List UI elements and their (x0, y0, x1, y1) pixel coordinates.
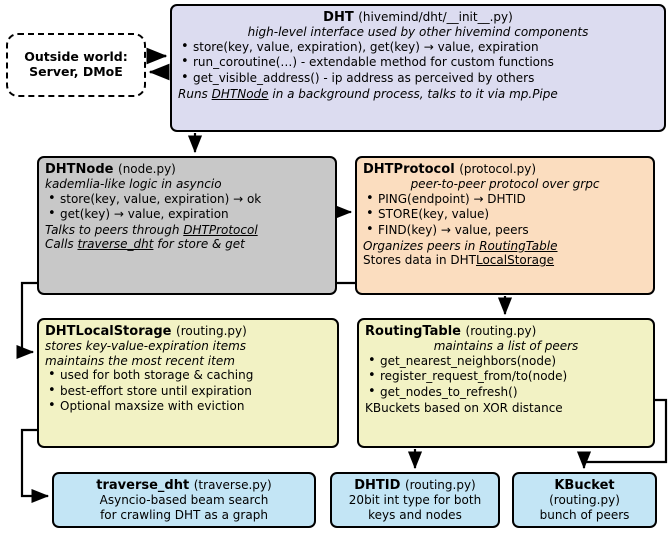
dhtprotocol-footer2-link[interactable]: LocalStorage (475, 252, 555, 267)
dhtlocalstorage-bullet-0: • used for both storage & caching (45, 368, 331, 384)
node-dhtprotocol[interactable] (355, 156, 655, 295)
dht-file: (hivemind/dht/__init__.py) (358, 10, 513, 24)
dhtnode-title: DHTNode (45, 162, 114, 177)
node-kbucket[interactable] (512, 472, 657, 528)
dht-footer-pre: Runs (178, 86, 212, 101)
dhtlocalstorage-bullet-1: • best-effort store until expiration (45, 384, 331, 400)
routingtable-footer: KBuckets based on XOR distance (365, 400, 563, 415)
dhtnode-title-row (45, 162, 329, 177)
dhtprotocol-footer-2 (363, 253, 647, 268)
dht-footer (178, 87, 658, 101)
dhtnode-file: (node.py) (118, 162, 176, 176)
dhtprotocol-bullet-1: • STORE(key, value) (363, 207, 647, 223)
dhtprotocol-subtitle: peer-to-peer protocol over grpc (410, 177, 600, 192)
dht-bullet-1: • run_coroutine(…) - extendable method for custom functions (178, 55, 658, 71)
node-dhtlocalstorage[interactable] (37, 318, 339, 448)
traverse-line-1: Asyncio-based beam search (99, 493, 269, 508)
node-outside-world[interactable] (6, 33, 146, 97)
routingtable-bullet-1: • register_request_from/to(node) (365, 369, 647, 385)
dhtid-file: (routing.py) (404, 478, 476, 492)
dhtlocalstorage-title: DHTLocalStorage (45, 324, 172, 339)
dht-subtitle: high-level interface used by other hivemind components (247, 25, 589, 40)
routingtable-bullet-0: • get_nearest_neighbors(node) (365, 354, 647, 370)
kbucket-file: (routing.py) (549, 493, 620, 508)
dhtlocalstorage-subtitle-2: maintains the most recent item (45, 353, 235, 368)
dhtprotocol-title-row (363, 162, 647, 177)
traverse-file: (traverse.py) (193, 478, 272, 492)
routingtable-bullets (365, 354, 647, 401)
dhtnode-footer1-pre: Talks to peers through (45, 222, 184, 237)
kbucket-line-1: bunch of peers (539, 508, 630, 523)
node-traverse-dht[interactable] (52, 472, 316, 528)
dhtprotocol-footer-1 (363, 239, 647, 253)
dhtid-line-2: keys and nodes (368, 508, 462, 523)
dht-bullet-2: • get_visible_address() - ip address as perceived by others (178, 71, 658, 87)
routingtable-title-row (365, 324, 647, 339)
dhtnode-footer1-link[interactable]: DHTProtocol (183, 222, 258, 237)
routingtable-bullet-2: • get_nodes_to_refresh() (365, 385, 647, 401)
dht-footer-link[interactable]: DHTNode (211, 86, 269, 101)
dhtnode-bullet-0: • store(key, value, expiration) → ok (45, 192, 329, 208)
routingtable-title: RoutingTable (365, 324, 461, 339)
dhtprotocol-bullets (363, 192, 647, 239)
dht-bullet-0: • store(key, value, expiration), get(key) → value, expiration (178, 40, 658, 56)
dhtnode-footer2-post: for store & get (153, 237, 245, 252)
dhtnode-subtitle: kademlia-like logic in asyncio (45, 177, 222, 192)
dhtnode-footer-1 (45, 223, 329, 237)
dhtlocalstorage-file: (routing.py) (176, 324, 247, 338)
dhtprotocol-bullet-2: • FIND(key) → value, peers (363, 223, 647, 239)
dhtprotocol-bullet-0: • PING(endpoint) → DHTID (363, 192, 647, 208)
traverse-title-row (60, 478, 308, 493)
dht-title: DHT (323, 10, 354, 25)
routingtable-subtitle: maintains a list of peers (433, 339, 579, 354)
dht-footer-post: in a background process, talks to it via mp.Pipe (268, 86, 558, 101)
dht-title-row (178, 10, 658, 25)
kbucket-title: KBucket (554, 478, 615, 493)
dhtlocalstorage-title-row (45, 324, 331, 339)
dhtnode-footer2-pre: Calls (45, 237, 78, 252)
node-routingtable[interactable] (357, 318, 655, 448)
dhtnode-bullet-1: • get(key) → value, expiration (45, 207, 329, 223)
dht-bullets (178, 40, 658, 87)
node-dhtid[interactable] (330, 472, 500, 528)
dhtprotocol-footer1-link[interactable]: RoutingTable (479, 238, 558, 253)
dhtnode-footer2-link[interactable]: traverse_dht (77, 237, 154, 252)
dhtnode-bullets (45, 192, 329, 223)
node-dhtnode[interactable] (37, 156, 337, 295)
traverse-title: traverse_dht (96, 478, 190, 493)
dhtlocalstorage-bullet-2: • Optional maxsize with eviction (45, 399, 331, 415)
dhtid-title-row (338, 478, 492, 493)
dhtid-title: DHTID (354, 478, 401, 493)
dhtprotocol-file: (protocol.py) (459, 162, 537, 176)
dhtprotocol-footer2-pre: Stores data in DHT (363, 252, 476, 267)
dhtid-line-1: 20bit int type for both (348, 493, 482, 508)
routingtable-file: (routing.py) (465, 324, 537, 338)
dhtnode-footer-2 (45, 237, 329, 251)
outside-world-line2: Server, DMoE (29, 63, 123, 79)
node-dht[interactable] (170, 4, 666, 132)
outside-world-line1: Outside world: (24, 48, 128, 64)
dhtprotocol-footer1-pre: Organizes peers in (363, 238, 480, 253)
dhtprotocol-title: DHTProtocol (363, 162, 455, 177)
dhtlocalstorage-bullets (45, 368, 331, 415)
dhtlocalstorage-subtitle-1: stores key-value-expiration items (45, 339, 247, 354)
traverse-line-2: for crawling DHT as a graph (100, 508, 268, 523)
